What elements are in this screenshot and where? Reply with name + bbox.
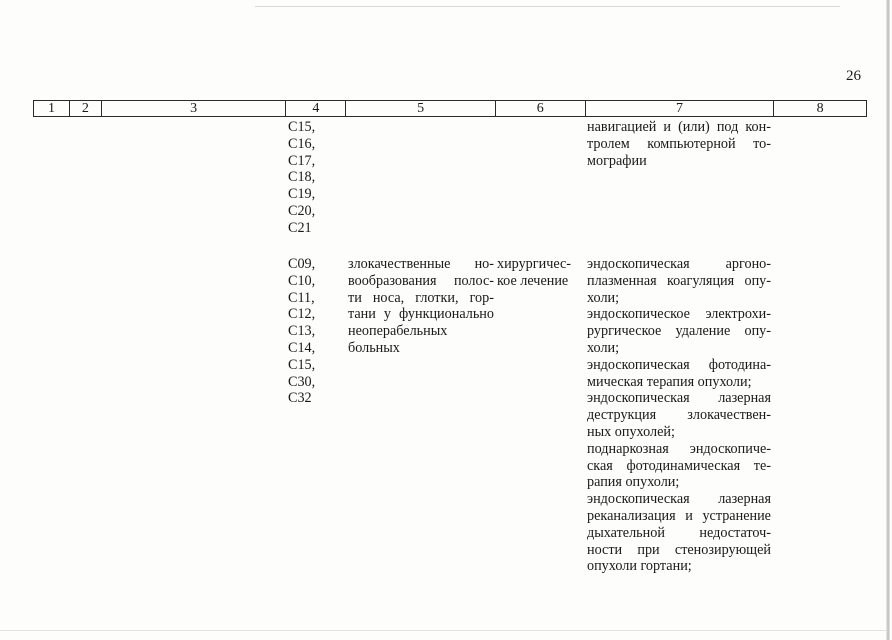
text-line: злокачественные но- bbox=[348, 256, 494, 272]
scan-artifact-top bbox=[255, 6, 840, 7]
header-cell-4: 4 bbox=[286, 101, 346, 116]
icd-code: C18, bbox=[288, 169, 316, 186]
icd-code: C14, bbox=[288, 339, 316, 356]
text-line: навигацией и (или) под кон- bbox=[587, 119, 771, 135]
icd-code: C20, bbox=[288, 202, 316, 219]
text-line: рургическое удаление опу- bbox=[587, 323, 771, 340]
icd-code: C11, bbox=[288, 289, 315, 306]
row2-col4-icd-codes bbox=[288, 256, 338, 407]
text-line: эндоскопическая лазерная bbox=[587, 491, 771, 508]
row1-col7-method bbox=[587, 119, 771, 169]
text-line: ности при стенозирующей bbox=[587, 541, 771, 558]
icd-code: C21 bbox=[288, 219, 312, 236]
text-line: вообразования полос- bbox=[348, 272, 494, 289]
icd-code: C12, bbox=[288, 306, 316, 323]
icd-code: C13, bbox=[288, 323, 316, 340]
scan-artifact-bottom bbox=[0, 630, 886, 631]
page-number: 26 bbox=[846, 68, 861, 84]
header-cell-8: 8 bbox=[816, 101, 824, 116]
text-line: дыхательной недостаточ- bbox=[587, 524, 771, 541]
header-cell-1: 1 bbox=[34, 101, 70, 116]
icd-code: C15, bbox=[288, 356, 316, 373]
text-line: поднаркозная эндоскопиче- bbox=[587, 440, 771, 457]
text-line: эндоскопическая фотодина- bbox=[587, 356, 771, 373]
text-line: эндоскопическая лазерная bbox=[587, 390, 771, 407]
text-line: хирургичес- bbox=[497, 256, 571, 272]
text-line: тани у функционально bbox=[348, 306, 494, 323]
text-line: больных bbox=[348, 339, 400, 356]
icd-code: C09, bbox=[288, 256, 316, 272]
icd-code: C19, bbox=[288, 186, 316, 203]
text-line: мическая терапия опухоли; bbox=[587, 373, 752, 390]
scan-artifact-right-edge bbox=[886, 0, 890, 640]
text-line: неоперабельных bbox=[348, 323, 448, 340]
text-line: плазменная коагуляция опу- bbox=[587, 272, 771, 289]
text-line: кое лечение bbox=[497, 272, 569, 289]
row2-col7-methods bbox=[587, 256, 771, 575]
row2-col5-diagnosis bbox=[348, 256, 494, 357]
icd-code: C17, bbox=[288, 152, 316, 169]
text-line: деструкция злокачествен- bbox=[587, 407, 771, 424]
icd-code: C30, bbox=[288, 373, 316, 390]
header-cell-3: 3 bbox=[102, 101, 287, 116]
header-cell-7: 7 bbox=[586, 101, 775, 116]
header-cell-5: 5 bbox=[346, 101, 496, 116]
text-line: эндоскопическая аргоно- bbox=[587, 256, 771, 272]
text-line: эндоскопическое электрохи- bbox=[587, 306, 771, 323]
text-line: ных опухолей; bbox=[587, 423, 675, 440]
text-line: тролем компьютерной то- bbox=[587, 135, 771, 152]
text-line: рапия опухоли; bbox=[587, 474, 680, 491]
text-line: реканализация и устранение bbox=[587, 507, 771, 524]
icd-code: C16, bbox=[288, 135, 316, 152]
header-cell-6: 6 bbox=[496, 101, 586, 116]
text-line: холи; bbox=[587, 289, 620, 306]
row2-col6-treatment-type bbox=[497, 256, 579, 290]
text-line: ская фотодинамическая те- bbox=[587, 457, 771, 474]
icd-code: C10, bbox=[288, 272, 316, 289]
text-line: холи; bbox=[587, 339, 620, 356]
table-header-row bbox=[33, 100, 867, 117]
row1-col4-icd-codes bbox=[288, 119, 338, 237]
text-line: опухоли гортани; bbox=[587, 558, 692, 575]
text-line: ти носа, глотки, гор- bbox=[348, 289, 494, 306]
text-line: мографии bbox=[587, 152, 647, 169]
icd-code: C32 bbox=[288, 390, 312, 407]
icd-code: C15, bbox=[288, 119, 316, 135]
header-cell-2: 2 bbox=[70, 101, 102, 116]
